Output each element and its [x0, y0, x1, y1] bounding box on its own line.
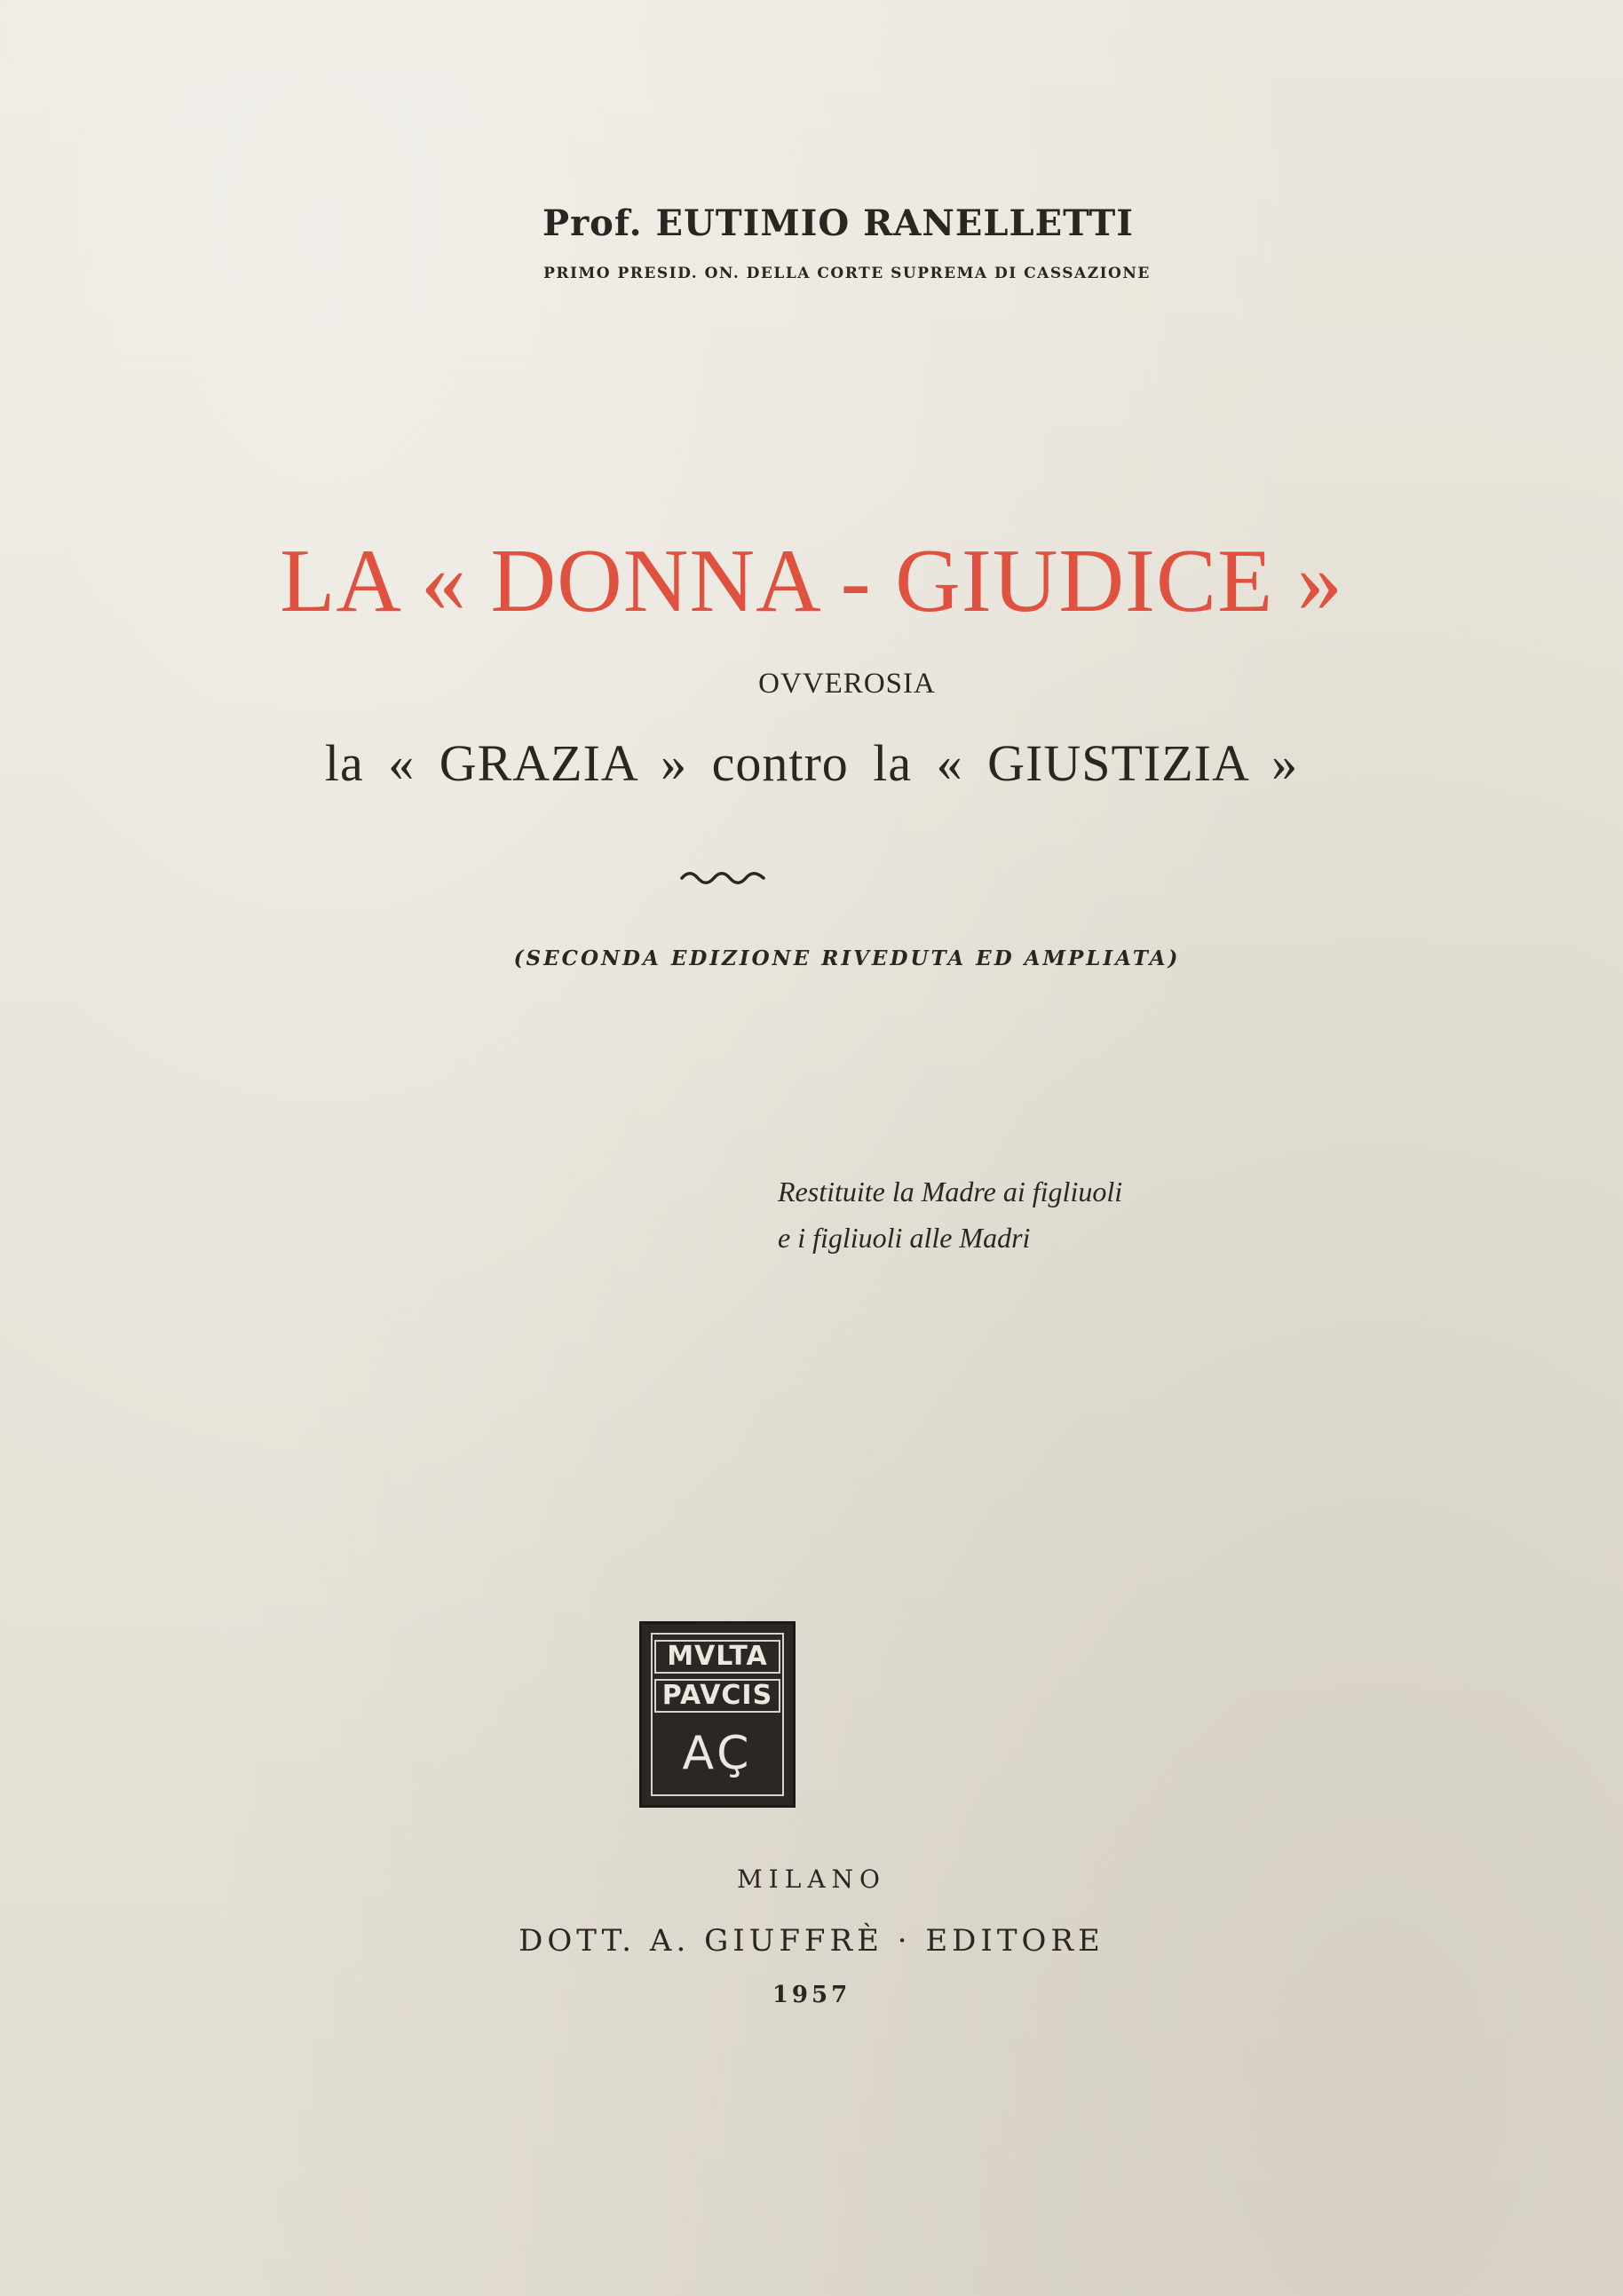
- imprint-year: 1957: [772, 1982, 851, 2008]
- epigraph-line-1: Restituite la Madre ai figliuoli: [778, 1176, 1123, 1207]
- wavy-rule-ornament: [680, 870, 765, 884]
- author-office: PRIMO PRESID. ON. DELLA CORTE SUPREMA DI CASSAZIONE: [543, 265, 1151, 282]
- imprint-city: MILANO: [737, 1865, 886, 1894]
- book-subtitle: la « GRAZIA » contro la « GIUSTIZIA »: [324, 734, 1299, 792]
- author-name: EUTIMIO RANELLETTI: [655, 202, 1134, 244]
- logo-word-multa: MVLTA: [654, 1640, 780, 1674]
- edition-note: (SECONDA EDIZIONE RIVEDUTA ED AMPLIATA): [513, 946, 1181, 970]
- book-title: LA « DONNA - GIUDICE »: [280, 531, 1343, 631]
- author-prefix: Prof.: [542, 202, 643, 244]
- logo-word-paucis: PAVCIS: [654, 1679, 780, 1713]
- logo-monogram: AÇ: [682, 1727, 753, 1780]
- epigraph-line-2: e i figliuoli alle Madri: [778, 1222, 1031, 1254]
- publisher-logo: [639, 1621, 796, 1808]
- author-line: [0, 202, 1623, 244]
- title-connector: OVVEROSIA: [758, 668, 936, 700]
- imprint-publisher: DOTT. A. GIUFFRÈ · EDITORE: [519, 1923, 1104, 1959]
